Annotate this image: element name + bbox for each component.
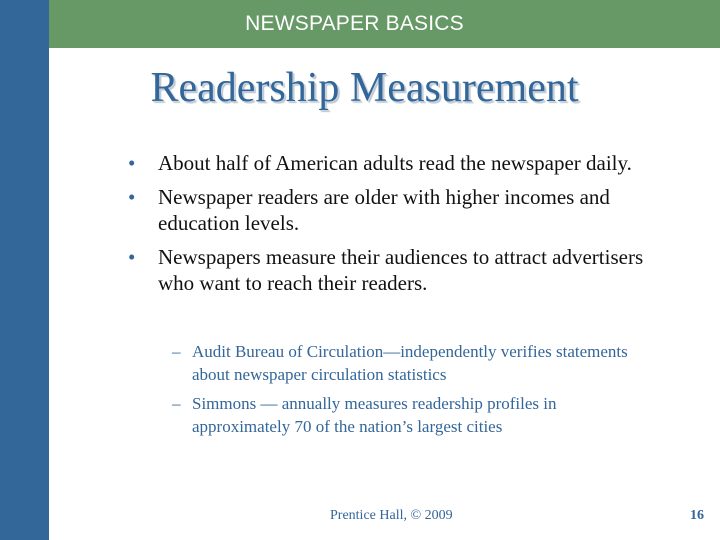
bullet-list (128, 150, 668, 304)
sub-bullet-text: Audit Bureau of Circulation—independently verifies statements about newspaper circulation statistics (192, 342, 628, 384)
sub-bullet-item (172, 340, 652, 386)
sub-bullet-item (172, 392, 652, 438)
bullet-marker: • (128, 185, 136, 209)
bullet-item (128, 244, 668, 296)
bullet-item (128, 184, 668, 236)
bullet-text: Newspaper readers are older with higher incomes and education levels. (158, 185, 610, 235)
bullet-marker: • (128, 245, 136, 269)
bullet-text: Newspapers measure their audiences to attract advertisers who want to reach their readers. (158, 245, 644, 295)
header-bar (49, 0, 720, 48)
sub-bullet-marker: – (172, 342, 181, 361)
page-number: 16 (690, 508, 704, 523)
slide-title: Readership Measurement (150, 65, 579, 111)
bullet-marker: • (128, 151, 136, 175)
bullet-text: About half of American adults read the newspaper daily. (158, 151, 632, 175)
footer-copyright: Prentice Hall, © 2009 (330, 508, 453, 523)
section-title: NEWSPAPER BASICS (245, 12, 464, 35)
sub-bullet-text: Simmons — annually measures readership profiles in approximately 70 of the nation’s largest cities (192, 394, 557, 436)
sub-bullet-list (172, 340, 652, 444)
bullet-item (128, 150, 668, 176)
sub-bullet-marker: – (172, 394, 181, 413)
left-accent-bar (0, 0, 49, 540)
